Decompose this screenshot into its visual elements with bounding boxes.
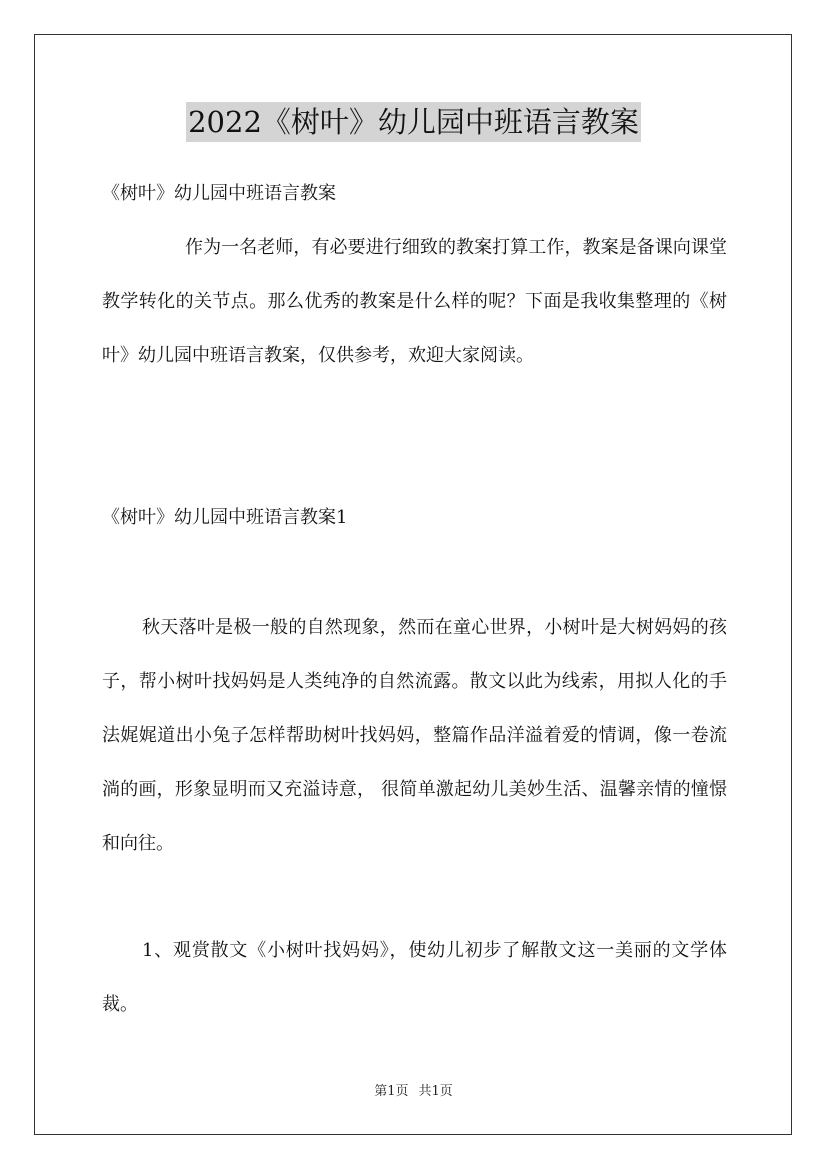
document-subtitle: 《树叶》幼儿园中班语言教案 (102, 183, 336, 204)
page-footer (0, 1082, 827, 1102)
section-heading: 《树叶》幼儿园中班语言教案1 (102, 507, 348, 528)
page-number: 第1页 (374, 1084, 409, 1099)
page-total: 共1页 (418, 1084, 453, 1099)
body-paragraph-2: 1、观赏散文《小树叶找妈妈》，使幼儿初步了解散文这一美丽的文学体裁。 (102, 940, 727, 1015)
document-title: 2022《树叶》幼儿园中班语言教案 (186, 102, 641, 142)
body-paragraph-1: 秋天落叶是极一般的自然现象，然而在童心世界，小树叶是大树妈妈的孩子，帮小树叶找妈妈是人类纯净的自然流露。散文以此为线索，用拟人化的手法娓娓道出小兔子怎样帮助树叶找妈妈，整篇作品洋溢着爱的情调，像一卷流淌的画，形象显明而又充溢诗意， 很简单激起幼儿美妙生活、温馨亲情的憧憬和向往。 (102, 617, 727, 854)
intro-paragraph: 作为一名老师，有必要进行细致的教案打算工作，教案是备课向课堂教学转化的关节点。那么优秀的教案是什么样的呢？下面是我收集整理的《树叶》幼儿园中班语言教案，仅供参考，欢迎大家阅读。 (102, 237, 727, 366)
title-container (0, 102, 827, 142)
